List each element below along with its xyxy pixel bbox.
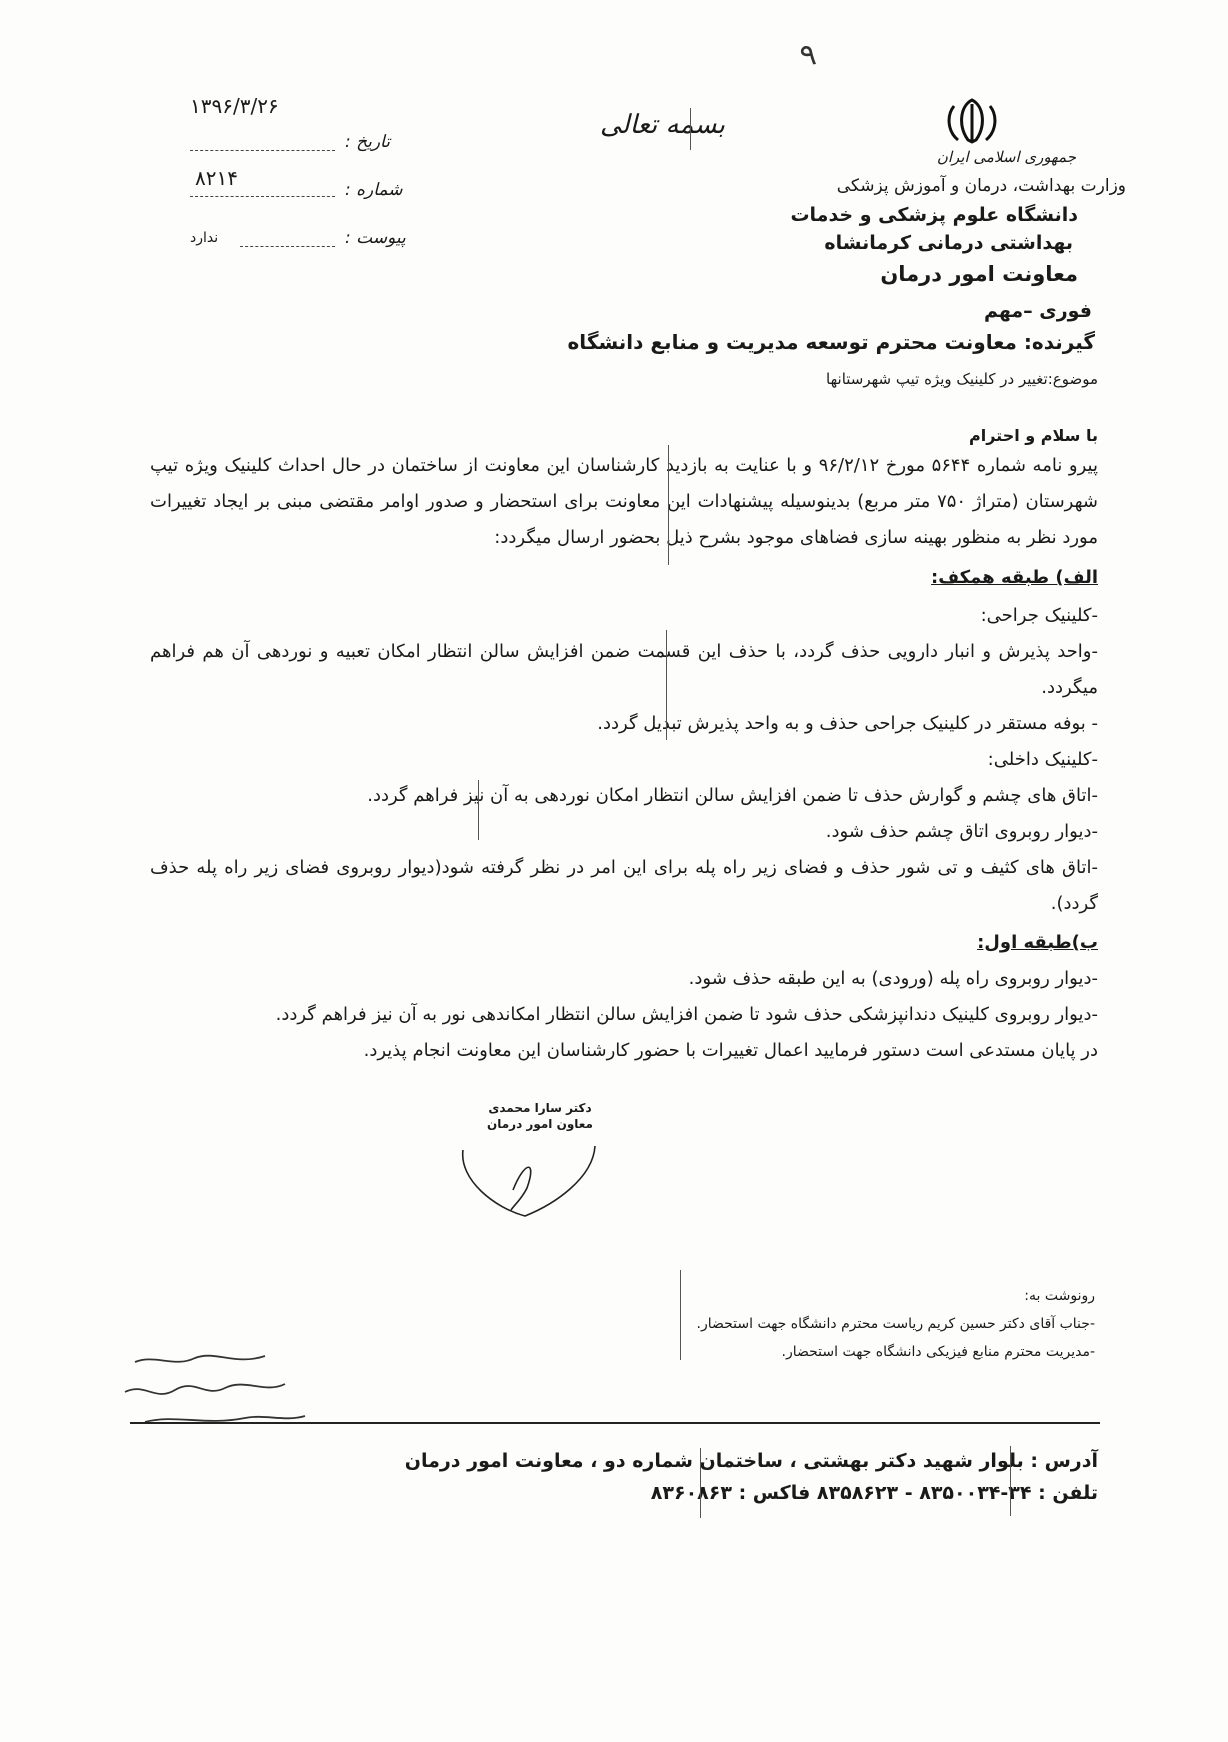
attachment-label: پیوست : xyxy=(345,228,406,248)
section-a-item-3: -اتاق های چشم و گوارش حذف تا ضمن افزایش سالن انتظار امکان نوردهی به آن نیز فراهم گردد. xyxy=(367,785,1098,806)
closing-request: در پایان مستدعی است دستور فرمایید اعمال تغییرات با حضور کارشناسان این معاونت انجام پذیرد. xyxy=(363,1040,1098,1061)
section-a-item-2: - بوفه مستقر در کلینیک جراحی حذف و به واحد پذیرش تبدیل گردد. xyxy=(597,713,1098,734)
salutation: با سلام و احترام xyxy=(969,426,1098,445)
recipient-line: گیرنده: معاونت محترم توسعه مدیریت و منابع دانشگاه xyxy=(567,330,1095,354)
footer-address: آدرس : بلوار شهید دکتر بهشتی ، ساختمان شماره دو ، معاونت امور درمان xyxy=(404,1450,1098,1472)
subject-line: موضوع:تغییر در کلینیک ویژه تیپ شهرستانها xyxy=(826,370,1098,388)
number-value: ۸۲۱۴ xyxy=(195,166,238,190)
section-a-item-4: -دیوار روبروی اتاق چشم حذف شود. xyxy=(825,821,1098,842)
attachment-value: ندارد xyxy=(190,230,219,246)
bismillah-heading: بسمه تعالی xyxy=(600,110,725,140)
scan-line xyxy=(668,445,669,565)
section-b-item-2: -دیوار روبروی کلینیک دندانپزشکی حذف شود تا ضمن افزایش سالن انتظار امکاندهی نور به آن نیز فراهم گردد. xyxy=(275,1004,1098,1025)
org-ministry: وزارت بهداشت، درمان و آموزش پزشکی xyxy=(836,176,1126,196)
attachment-underline xyxy=(240,246,335,247)
signatory-title: معاون امور درمان xyxy=(487,1117,593,1131)
section-a-internal-heading: -کلینیک داخلی: xyxy=(987,749,1098,770)
date-underline xyxy=(190,150,335,151)
copy-recipient-1: -جناب آقای دکتر حسین کریم ریاست محترم دانشگاه جهت استحضار. xyxy=(696,1316,1095,1332)
footer-rule xyxy=(130,1422,1100,1424)
scan-line xyxy=(478,780,479,840)
scan-line xyxy=(700,1448,701,1518)
date-label: تاریخ : xyxy=(345,132,390,152)
copies-title: رونوشت به: xyxy=(1024,1288,1095,1304)
section-a-item-5: -اتاق های کثیف و تی شور حذف و فضای زیر راه پله برای این امر در نظر گرفته شود(دیوار روبروی فضای زیر راه پله حذف گردد). xyxy=(150,857,1098,914)
handwritten-note xyxy=(115,1342,315,1432)
org-university-city: بهداشتی درمانی کرمانشاه xyxy=(824,232,1073,254)
intro-paragraph: پیرو نامه شماره ۵۶۴۴ مورخ ۹۶/۲/۱۲ و با عنایت به بازدید کارشناسان این معاونت از ساختمان در حال احداث کلینیک ویژه تیپ شهرستان (متراژ ۷۵۰ متر مربع) بدینوسیله پیشنهادات این معاونت برای استحضار و صدور اوامر مقتضی مبنی بر ایجاد تغییرات مورد نظر به منظور بهینه سازی فضاهای موجود بشرح ذیل بحضور ارسال میگردد: xyxy=(150,455,1098,548)
org-department: معاونت امور درمان xyxy=(880,262,1078,286)
copy-recipient-2: -مدیریت محترم منابع فیزیکی دانشگاه جهت استحضار. xyxy=(781,1344,1095,1360)
number-label: شماره : xyxy=(345,180,403,200)
number-underline xyxy=(190,196,335,197)
footer-phone-fax: تلفن : ۳۴-۸۳۵۰۰۳۴ - ۸۳۵۸۶۲۳ فاکس : ۸۳۶۰۸۶۳ xyxy=(650,1482,1098,1504)
urgency-label: فوری –مهم xyxy=(983,300,1092,322)
section-b-item-1: -دیوار روبروی راه پله (ورودی) به این طبقه حذف شود. xyxy=(688,968,1098,989)
iran-emblem-icon xyxy=(940,96,1004,146)
date-value: ۱۳۹۶/۳/۲۶ xyxy=(190,94,279,118)
section-a-title: الف) طبقه همکف: xyxy=(931,567,1098,588)
section-b-title: ب)طبقه اول: xyxy=(977,932,1098,953)
signature-stamp xyxy=(470,1100,610,1132)
scan-line xyxy=(680,1270,681,1360)
scan-line xyxy=(666,630,667,740)
handwritten-signature xyxy=(455,1130,605,1220)
org-university: دانشگاه علوم پزشکی و خدمات xyxy=(790,204,1078,226)
section-a-surgery-heading: -کلینیک جراحی: xyxy=(980,605,1098,626)
scan-line xyxy=(690,108,691,150)
section-a-item-1: -واحد پذیرش و انبار دارویی حذف گردد، با حذف این قسمت ضمن افزایش سالن انتظار امکان تعبیه و نوردهی آن هم فراهم میگردد. xyxy=(150,641,1098,698)
page-number-mark: ۹ xyxy=(797,37,819,74)
signatory-name: دکتر سارا محمدی xyxy=(488,1101,592,1115)
scan-line xyxy=(1010,1446,1011,1516)
org-country: جمهوری اسلامی ایران xyxy=(936,148,1076,166)
